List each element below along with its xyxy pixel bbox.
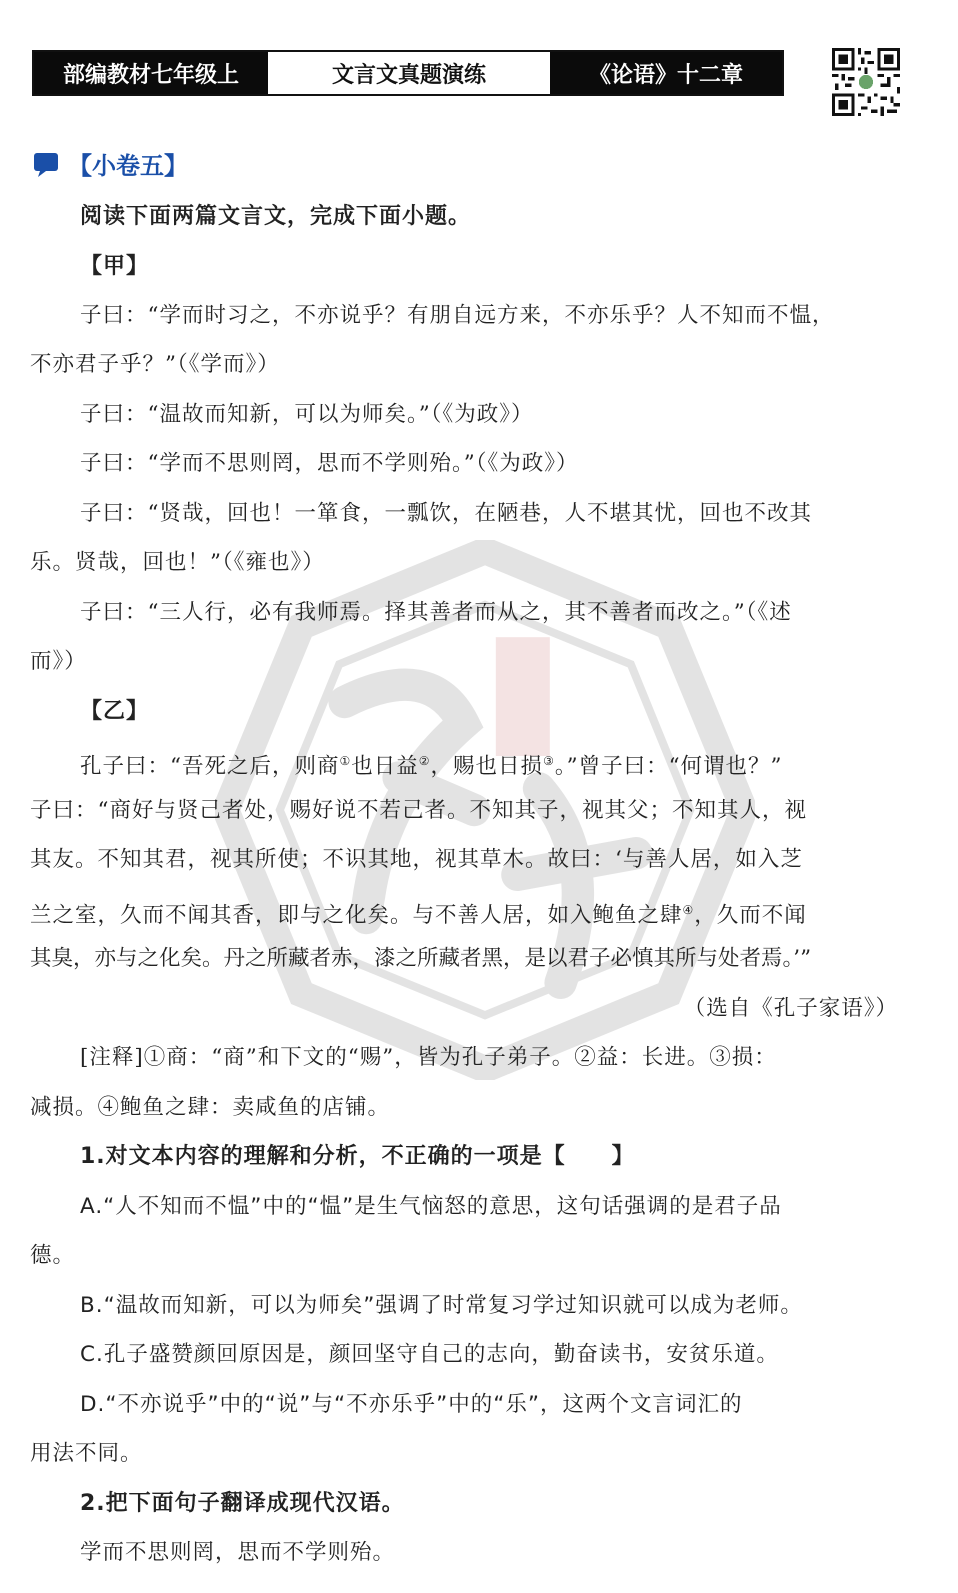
option-d[interactable]: D.“不亦说乎”中的“说”与“不亦乐乎”中的“乐”，这两个文言词汇的	[80, 1392, 743, 1417]
text-line: 子曰：“三人行，必有我师焉。择其善者而从之，其不善者而改之。”（《述	[80, 600, 792, 625]
option-b[interactable]: B.“温故而知新，可以为师矣”强调了时常复习学过知识就可以成为老师。	[80, 1293, 803, 1318]
header-bar	[32, 50, 784, 96]
section-title	[32, 146, 188, 181]
notes-line: [注释]①商：“商”和下文的“赐”，皆为孔子弟子。②益：长进。③损：	[80, 1045, 777, 1070]
header-topic: 文言文真题演练	[268, 52, 550, 94]
header-chapter: 《论语》十二章	[550, 52, 782, 94]
text-line: 其臭，亦与之化矣。丹之所藏者赤，漆之所藏者黑，是以君子必慎其所与处者焉。’”	[30, 946, 812, 971]
text-line: 不亦君子乎？”（《学而》）	[30, 352, 280, 377]
question-2: 2.把下面句子翻译成现代汉语。	[80, 1491, 405, 1516]
text-line: 乐。贤哉，回也！”（《雍也》）	[30, 550, 325, 575]
notes-line: 减损。④鲍鱼之肆：卖咸鱼的店铺。	[30, 1095, 391, 1120]
option-d-cont: 用法不同。	[30, 1441, 143, 1466]
source-note: （选自《孔子家语》）	[683, 996, 898, 1021]
translation-sentence: 学而不思则罔，思而不学则殆。	[80, 1540, 396, 1565]
text-line: 兰之室，久而不闻其香，即与之化矣。与不善人居，如入鲍鱼之肆④，久而不闻	[30, 903, 807, 929]
option-c[interactable]: C.孔子盛赞颜回原因是，颜回坚守自己的志向，勤奋读书，安贫乐道。	[80, 1342, 779, 1367]
option-a-cont: 德。	[30, 1243, 76, 1268]
passage-b-heading: 【乙】	[80, 699, 150, 724]
speech-bubble-icon	[32, 151, 62, 177]
instruction: 阅读下面两篇文言文，完成下面小题。	[80, 204, 472, 229]
qr-code-icon[interactable]	[832, 48, 900, 116]
text-line: 子曰：“贤哉，回也！一箪食，一瓢饮，在陋巷，人不堪其忧，回也不改其	[80, 501, 812, 526]
text-line: 而》）	[30, 649, 87, 674]
passage-a-heading: 【甲】	[80, 254, 150, 279]
header-grade: 部编教材七年级上	[34, 52, 268, 94]
text-line: 子曰：“商好与贤己者处，赐好说不若己者。不知其子，视其父；不知其人，视	[30, 798, 807, 823]
text-line: 子曰：“学而不思则罔，思而不学则殆。”（《为政》）	[80, 451, 579, 476]
text-line: 其友。不知其君，视其所使；不识其地，视其草木。故曰：‘与善人居，如入芝	[30, 847, 803, 872]
option-a[interactable]: A.“人不知而不愠”中的“愠”是生气恼怒的意思，这句话强调的是君子品	[80, 1194, 782, 1219]
section-title-text: 【小卷五】	[68, 152, 188, 180]
text-line: 子曰：“学而时习之，不亦说乎？有朋自远方来，不亦乐乎？人不知而不愠，	[80, 303, 835, 328]
question-1: 1.对文本内容的理解和分析，不正确的一项是【 】	[80, 1144, 635, 1169]
text-line: 孔子曰：“吾死之后，则商①也日益②，赐也日损③。”曾子曰：“何谓也？”	[80, 754, 783, 780]
text-line: 子曰：“温故而知新，可以为师矣。”（《为政》）	[80, 402, 534, 427]
